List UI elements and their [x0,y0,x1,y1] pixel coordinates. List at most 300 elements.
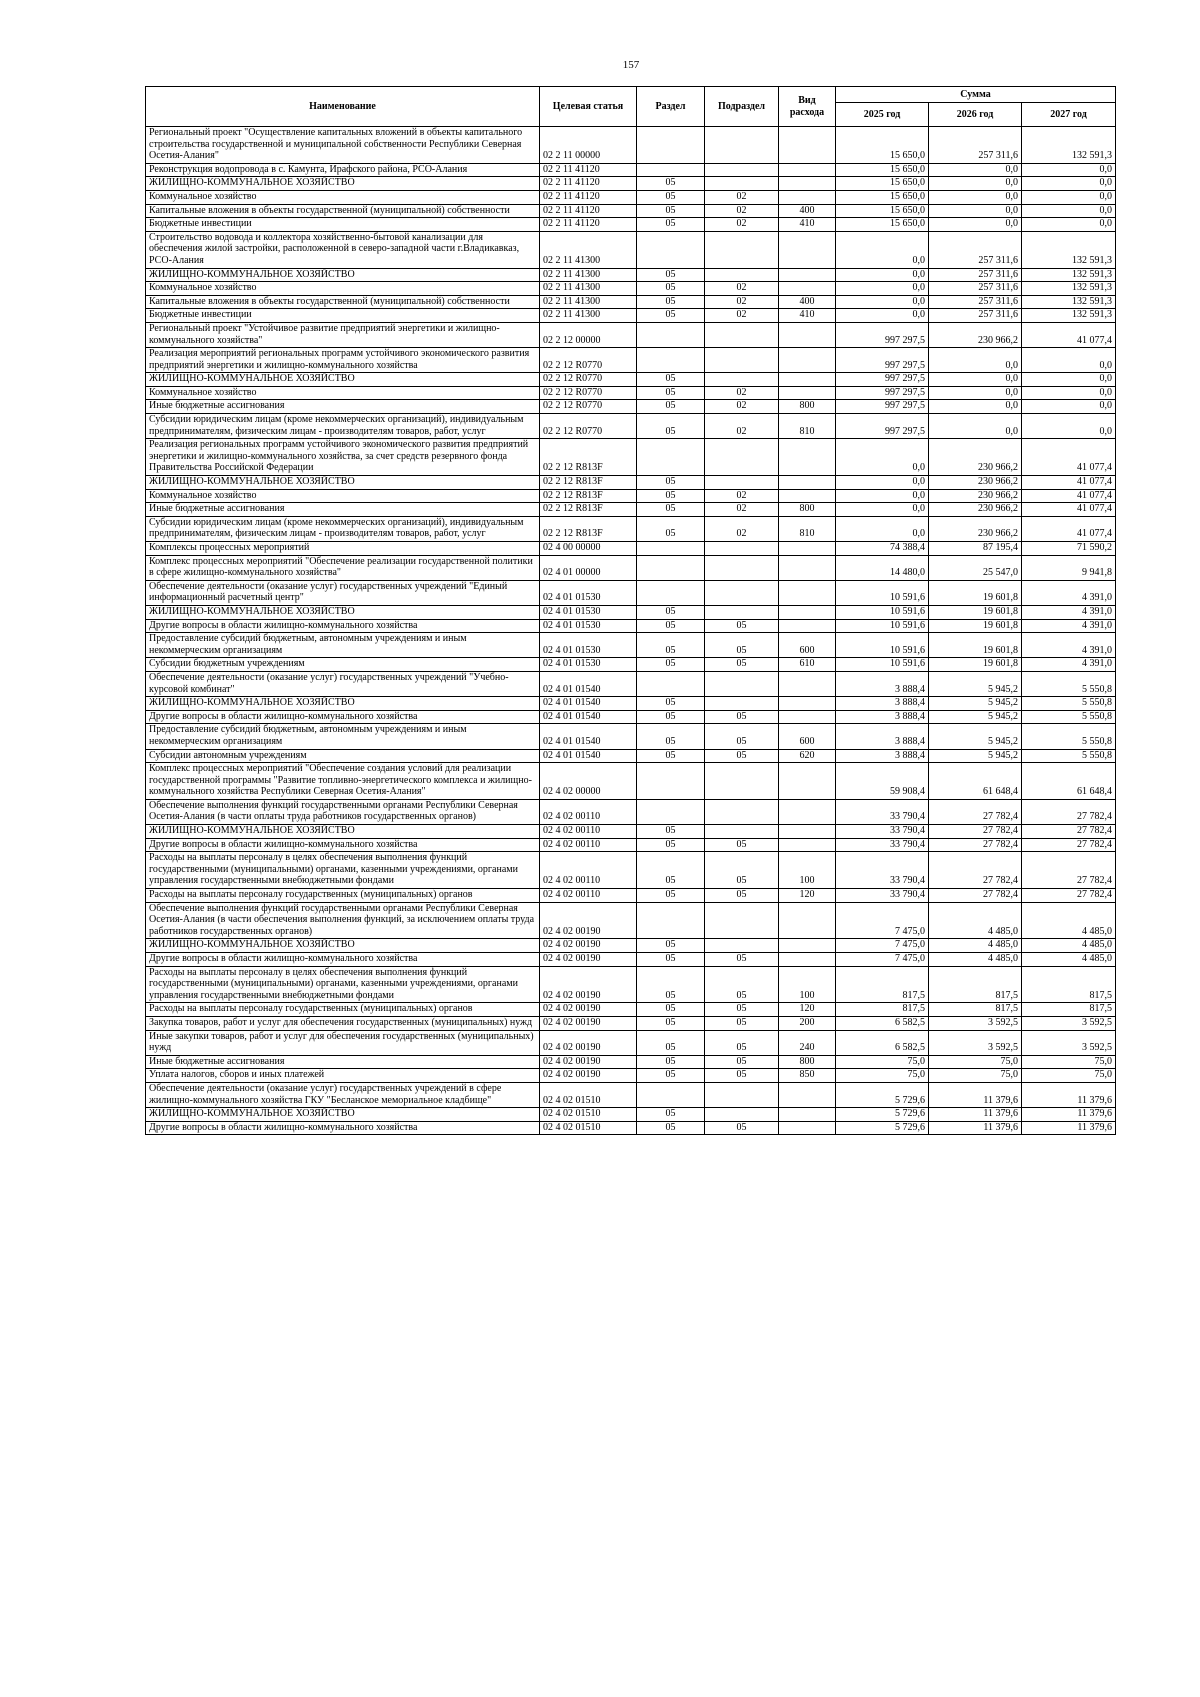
cell-name: Реконструкция водопровода в с. Камунта, Ирафского района, РСО-Алания [146,163,540,177]
cell-sum-2027: 4 391,0 [1022,605,1116,619]
cell-expense-type [779,799,836,824]
cell-sum-2025: 997 297,5 [836,348,929,373]
cell-sum-2027: 0,0 [1022,218,1116,232]
cell-name: Другие вопросы в области жилищно-коммунального хозяйства [146,619,540,633]
cell-sum-2027: 5 550,8 [1022,749,1116,763]
cell-section [637,763,705,800]
cell-section [637,902,705,939]
cell-expense-type: 600 [779,724,836,749]
cell-section [637,542,705,556]
cell-name: Иные бюджетные ассигнования [146,1055,540,1069]
cell-subsection: 05 [705,953,779,967]
cell-expense-type [779,489,836,503]
cell-expense-type: 400 [779,295,836,309]
table-row [146,1069,1116,1083]
cell-name: Комплекс процессных мероприятий "Обеспечение создания условий для реализации государственной программы "Развитие топливно-энергетического комплекса и жилищно-коммунального хозяйства Республики Северная Осетия-Алания" [146,763,540,800]
cell-target-article: 02 2 12 R0770 [540,386,637,400]
cell-target-article: 02 4 01 00000 [540,555,637,580]
cell-target-article: 02 2 12 R813F [540,439,637,476]
cell-sum-2026: 27 782,4 [929,852,1022,889]
cell-subsection: 05 [705,838,779,852]
cell-subsection: 05 [705,966,779,1003]
budget-table [145,86,1116,1135]
cell-target-article: 02 4 01 01540 [540,724,637,749]
cell-section [637,799,705,824]
table-row [146,386,1116,400]
cell-name: Расходы на выплаты персоналу в целях обеспечения выполнения функций государственными (муниципальными) органами, казенными учреждениями, органами управления государственными внебюджетными фондами [146,966,540,1003]
cell-sum-2025: 5 729,6 [836,1121,929,1135]
cell-name: Субсидии бюджетным учреждениям [146,658,540,672]
cell-expense-type [779,439,836,476]
table-row [146,619,1116,633]
cell-target-article: 02 2 12 R813F [540,489,637,503]
cell-expense-type [779,268,836,282]
cell-target-article: 02 4 02 00190 [540,939,637,953]
cell-sum-2026: 61 648,4 [929,763,1022,800]
header-subsection: Подраздел [705,87,779,127]
cell-target-article: 02 2 11 41300 [540,295,637,309]
cell-section: 05 [637,658,705,672]
table-row [146,1108,1116,1122]
cell-sum-2025: 997 297,5 [836,322,929,347]
cell-target-article: 02 4 02 00110 [540,838,637,852]
cell-sum-2026: 5 945,2 [929,749,1022,763]
cell-name: Другие вопросы в области жилищно-коммунального хозяйства [146,838,540,852]
cell-target-article: 02 4 02 00110 [540,799,637,824]
cell-sum-2026: 817,5 [929,1003,1022,1017]
cell-sum-2027: 0,0 [1022,386,1116,400]
cell-sum-2025: 59 908,4 [836,763,929,800]
cell-expense-type: 810 [779,516,836,541]
cell-target-article: 02 4 02 00110 [540,852,637,889]
cell-sum-2027: 41 077,4 [1022,439,1116,476]
table-row [146,516,1116,541]
cell-subsection [705,580,779,605]
cell-expense-type: 800 [779,1055,836,1069]
cell-sum-2025: 15 650,0 [836,218,929,232]
cell-sum-2026: 75,0 [929,1055,1022,1069]
cell-expense-type [779,163,836,177]
cell-sum-2026: 3 592,5 [929,1016,1022,1030]
cell-section: 05 [637,204,705,218]
cell-name: Капитальные вложения в объекты государственной (муниципальной) собственности [146,295,540,309]
cell-subsection: 05 [705,633,779,658]
cell-expense-type [779,902,836,939]
cell-sum-2027: 9 941,8 [1022,555,1116,580]
cell-expense-type [779,231,836,268]
cell-sum-2027: 41 077,4 [1022,503,1116,517]
cell-sum-2026: 230 966,2 [929,439,1022,476]
cell-name: Комплексы процессных мероприятий [146,542,540,556]
cell-section [637,231,705,268]
table-row [146,218,1116,232]
cell-target-article: 02 2 12 R0770 [540,400,637,414]
cell-sum-2025: 33 790,4 [836,825,929,839]
cell-subsection: 02 [705,386,779,400]
cell-sum-2027: 817,5 [1022,966,1116,1003]
cell-name: Коммунальное хозяйство [146,386,540,400]
cell-sum-2026: 11 379,6 [929,1108,1022,1122]
cell-sum-2026: 0,0 [929,204,1022,218]
cell-section [637,1082,705,1107]
cell-target-article: 02 4 01 01530 [540,619,637,633]
cell-subsection: 05 [705,749,779,763]
cell-sum-2025: 74 388,4 [836,542,929,556]
cell-expense-type [779,1082,836,1107]
table-row [146,489,1116,503]
cell-expense-type: 620 [779,749,836,763]
table-row [146,555,1116,580]
cell-expense-type [779,282,836,296]
table-row [146,966,1116,1003]
cell-subsection [705,939,779,953]
cell-target-article: 02 4 01 01540 [540,710,637,724]
cell-sum-2026: 0,0 [929,177,1022,191]
cell-name: Расходы на выплаты персоналу в целях обеспечения выполнения функций государственными (муниципальными) органами, казенными учреждениями, органами управления государственными внебюджетными фондами [146,852,540,889]
cell-sum-2026: 3 592,5 [929,1030,1022,1055]
table-row [146,190,1116,204]
cell-name: ЖИЛИЩНО-КОММУНАЛЬНОЕ ХОЗЯЙСТВО [146,373,540,387]
cell-sum-2027: 4 485,0 [1022,902,1116,939]
cell-sum-2025: 75,0 [836,1055,929,1069]
cell-sum-2025: 0,0 [836,295,929,309]
cell-section: 05 [637,1121,705,1135]
table-row [146,799,1116,824]
cell-sum-2025: 817,5 [836,966,929,1003]
cell-subsection [705,671,779,696]
cell-section: 05 [637,295,705,309]
cell-sum-2026: 5 945,2 [929,697,1022,711]
cell-section: 05 [637,605,705,619]
cell-sum-2026: 4 485,0 [929,902,1022,939]
table-row [146,697,1116,711]
table-row [146,763,1116,800]
cell-subsection: 05 [705,619,779,633]
cell-sum-2027: 132 591,3 [1022,127,1116,164]
cell-sum-2027: 0,0 [1022,190,1116,204]
cell-expense-type: 600 [779,633,836,658]
cell-target-article: 02 2 12 R813F [540,503,637,517]
cell-section: 05 [637,268,705,282]
page-number: 157 [622,59,640,71]
cell-section: 05 [637,373,705,387]
cell-name: Обеспечение выполнения функций государственными органами Республики Северная Осетия-Алания (в части обеспечения выполнения функций, за исключением оплаты труда работников государственных органов) [146,902,540,939]
cell-expense-type [779,190,836,204]
cell-name: ЖИЛИЩНО-КОММУНАЛЬНОЕ ХОЗЯЙСТВО [146,177,540,191]
cell-subsection: 02 [705,516,779,541]
cell-target-article: 02 4 01 01540 [540,749,637,763]
table-row [146,268,1116,282]
cell-expense-type [779,476,836,490]
cell-subsection [705,1082,779,1107]
cell-target-article: 02 2 11 41300 [540,231,637,268]
cell-name: Иные бюджетные ассигнования [146,503,540,517]
cell-target-article: 02 2 11 41300 [540,309,637,323]
cell-sum-2025: 0,0 [836,516,929,541]
cell-sum-2026: 75,0 [929,1069,1022,1083]
cell-sum-2027: 132 591,3 [1022,268,1116,282]
cell-target-article: 02 4 02 00190 [540,953,637,967]
cell-section [637,163,705,177]
cell-expense-type: 850 [779,1069,836,1083]
cell-expense-type [779,348,836,373]
cell-sum-2025: 33 790,4 [836,838,929,852]
cell-target-article: 02 2 11 41120 [540,190,637,204]
cell-expense-type: 610 [779,658,836,672]
cell-name: Другие вопросы в области жилищно-коммунального хозяйства [146,953,540,967]
cell-sum-2026: 257 311,6 [929,127,1022,164]
cell-subsection [705,605,779,619]
cell-sum-2026: 257 311,6 [929,231,1022,268]
cell-sum-2025: 997 297,5 [836,386,929,400]
table-row [146,542,1116,556]
cell-sum-2026: 27 782,4 [929,825,1022,839]
table-row [146,282,1116,296]
cell-sum-2026: 11 379,6 [929,1082,1022,1107]
cell-subsection: 02 [705,503,779,517]
cell-subsection [705,1108,779,1122]
cell-section [637,580,705,605]
header-year-2026: 2026 год [929,103,1022,127]
cell-section: 05 [637,282,705,296]
cell-name: ЖИЛИЩНО-КОММУНАЛЬНОЕ ХОЗЯЙСТВО [146,1108,540,1122]
cell-sum-2027: 0,0 [1022,373,1116,387]
cell-subsection: 05 [705,1069,779,1083]
cell-subsection [705,439,779,476]
cell-sum-2025: 7 475,0 [836,939,929,953]
cell-section [637,322,705,347]
cell-name: Региональный проект "Осуществление капитальных вложений в объекты капитального строительства государственной и муниципальной собственности Республики Северная Осетия-Алания" [146,127,540,164]
cell-section: 05 [637,966,705,1003]
cell-target-article: 02 4 02 00190 [540,1069,637,1083]
cell-sum-2027: 4 391,0 [1022,580,1116,605]
cell-sum-2025: 15 650,0 [836,204,929,218]
table-row [146,633,1116,658]
cell-name: Обеспечение выполнения функций государственными органами Республики Северная Осетия-Алания (в части оплаты труда работников государственных органов) [146,799,540,824]
cell-sum-2026: 0,0 [929,163,1022,177]
cell-sum-2025: 7 475,0 [836,902,929,939]
cell-section: 05 [637,177,705,191]
cell-section: 05 [637,633,705,658]
cell-sum-2027: 27 782,4 [1022,838,1116,852]
cell-expense-type [779,953,836,967]
cell-sum-2026: 817,5 [929,966,1022,1003]
cell-sum-2025: 0,0 [836,309,929,323]
cell-sum-2025: 997 297,5 [836,373,929,387]
cell-sum-2025: 3 888,4 [836,671,929,696]
cell-subsection [705,555,779,580]
cell-subsection: 02 [705,414,779,439]
table-row [146,1016,1116,1030]
cell-sum-2027: 4 485,0 [1022,953,1116,967]
cell-section: 05 [637,489,705,503]
cell-target-article: 02 2 11 41120 [540,218,637,232]
cell-sum-2025: 10 591,6 [836,619,929,633]
cell-section: 05 [637,697,705,711]
cell-name: Обеспечение деятельности (оказание услуг) государственных учреждений "Единый информационный расчетный центр" [146,580,540,605]
cell-section: 05 [637,503,705,517]
cell-sum-2027: 61 648,4 [1022,763,1116,800]
cell-section: 05 [637,1055,705,1069]
cell-sum-2027: 0,0 [1022,348,1116,373]
table-row [146,724,1116,749]
cell-name: Иные бюджетные ассигнования [146,400,540,414]
table-body [146,127,1116,1135]
cell-sum-2026: 4 485,0 [929,953,1022,967]
cell-sum-2026: 0,0 [929,400,1022,414]
cell-expense-type: 120 [779,1003,836,1017]
cell-target-article: 02 4 02 00190 [540,1030,637,1055]
cell-expense-type [779,386,836,400]
cell-subsection: 05 [705,1003,779,1017]
cell-name: Другие вопросы в области жилищно-коммунального хозяйства [146,710,540,724]
cell-name: Реализация мероприятий региональных программ устойчивого экономического развития предприятий энергетики и жилищно-коммунального хозяйства [146,348,540,373]
cell-section: 05 [637,619,705,633]
cell-sum-2025: 7 475,0 [836,953,929,967]
cell-name: Субсидии автономным учреждениям [146,749,540,763]
cell-sum-2027: 5 550,8 [1022,724,1116,749]
cell-expense-type: 400 [779,204,836,218]
cell-subsection: 05 [705,710,779,724]
cell-sum-2025: 14 480,0 [836,555,929,580]
cell-subsection [705,268,779,282]
table-row [146,348,1116,373]
cell-sum-2027: 71 590,2 [1022,542,1116,556]
cell-sum-2025: 0,0 [836,231,929,268]
cell-name: Капитальные вложения в объекты государственной (муниципальной) собственности [146,204,540,218]
table-row [146,953,1116,967]
cell-sum-2026: 0,0 [929,218,1022,232]
cell-sum-2025: 997 297,5 [836,400,929,414]
table-row [146,295,1116,309]
table-row [146,671,1116,696]
cell-sum-2027: 11 379,6 [1022,1108,1116,1122]
cell-expense-type [779,671,836,696]
table-row [146,177,1116,191]
table-row [146,1055,1116,1069]
cell-section: 05 [637,400,705,414]
cell-sum-2026: 230 966,2 [929,322,1022,347]
cell-sum-2027: 132 591,3 [1022,295,1116,309]
cell-sum-2025: 15 650,0 [836,127,929,164]
table-row [146,580,1116,605]
cell-expense-type [779,939,836,953]
cell-name: Строительство водовода и коллектора хозяйственно-бытовой канализации для обеспечения жилой застройки, расположенной в северо-западной части г.Владикавказ, РСО-Алания [146,231,540,268]
cell-subsection [705,373,779,387]
cell-section: 05 [637,218,705,232]
cell-name: ЖИЛИЩНО-КОММУНАЛЬНОЕ ХОЗЯЙСТВО [146,476,540,490]
table-row [146,400,1116,414]
cell-subsection: 02 [705,190,779,204]
cell-sum-2025: 10 591,6 [836,580,929,605]
cell-sum-2027: 132 591,3 [1022,282,1116,296]
header-year-2025: 2025 год [836,103,929,127]
cell-sum-2027: 27 782,4 [1022,799,1116,824]
cell-sum-2026: 19 601,8 [929,580,1022,605]
cell-name: Предоставление субсидий бюджетным, автономным учреждениям и иным некоммерческим организациям [146,724,540,749]
cell-expense-type: 810 [779,414,836,439]
cell-target-article: 02 4 02 01510 [540,1082,637,1107]
table-row [146,939,1116,953]
cell-section: 05 [637,838,705,852]
header-section: Раздел [637,87,705,127]
cell-subsection [705,825,779,839]
cell-subsection [705,322,779,347]
cell-sum-2025: 3 888,4 [836,697,929,711]
cell-section: 05 [637,386,705,400]
cell-sum-2026: 0,0 [929,414,1022,439]
cell-subsection: 02 [705,400,779,414]
cell-expense-type [779,605,836,619]
cell-sum-2027: 132 591,3 [1022,231,1116,268]
cell-target-article: 02 4 02 00110 [540,889,637,903]
cell-target-article: 02 4 02 01510 [540,1121,637,1135]
cell-section [637,439,705,476]
cell-name: Расходы на выплаты персоналу государственных (муниципальных) органов [146,889,540,903]
header-target-article: Целевая статья [540,87,637,127]
cell-sum-2027: 4 391,0 [1022,619,1116,633]
cell-sum-2025: 817,5 [836,1003,929,1017]
cell-target-article: 02 2 11 41120 [540,163,637,177]
table-row [146,889,1116,903]
cell-section: 05 [637,749,705,763]
cell-subsection [705,348,779,373]
cell-sum-2025: 0,0 [836,268,929,282]
table-row [146,902,1116,939]
cell-section: 05 [637,414,705,439]
cell-sum-2026: 19 601,8 [929,658,1022,672]
table-row [146,1082,1116,1107]
cell-target-article: 02 4 01 01530 [540,658,637,672]
cell-subsection: 05 [705,658,779,672]
cell-sum-2027: 817,5 [1022,1003,1116,1017]
cell-sum-2025: 0,0 [836,503,929,517]
cell-sum-2027: 41 077,4 [1022,489,1116,503]
cell-subsection [705,697,779,711]
cell-expense-type: 240 [779,1030,836,1055]
cell-sum-2027: 11 379,6 [1022,1121,1116,1135]
table-row [146,414,1116,439]
table-row [146,852,1116,889]
cell-name: Обеспечение деятельности (оказание услуг) государственных учреждений "Учебно-курсовой комбинат" [146,671,540,696]
cell-sum-2027: 4 485,0 [1022,939,1116,953]
cell-name: Расходы на выплаты персоналу государственных (муниципальных) органов [146,1003,540,1017]
cell-expense-type [779,177,836,191]
cell-expense-type [779,1108,836,1122]
cell-subsection: 05 [705,724,779,749]
cell-sum-2026: 19 601,8 [929,605,1022,619]
table-row [146,658,1116,672]
cell-section: 05 [637,190,705,204]
cell-target-article: 02 4 00 00000 [540,542,637,556]
cell-expense-type [779,580,836,605]
cell-name: Бюджетные инвестиции [146,309,540,323]
cell-name: Обеспечение деятельности (оказание услуг) государственных учреждений в сфере жилищно-коммунального хозяйства ГКУ "Бесланское мемориальное кладбище" [146,1082,540,1107]
cell-sum-2025: 0,0 [836,282,929,296]
table-row [146,127,1116,164]
cell-target-article: 02 2 12 R0770 [540,373,637,387]
cell-subsection [705,799,779,824]
table-row [146,163,1116,177]
cell-sum-2026: 230 966,2 [929,516,1022,541]
cell-sum-2027: 11 379,6 [1022,1082,1116,1107]
cell-target-article: 02 4 02 00190 [540,902,637,939]
cell-sum-2025: 3 888,4 [836,710,929,724]
cell-sum-2026: 257 311,6 [929,309,1022,323]
cell-section: 05 [637,476,705,490]
cell-target-article: 02 2 11 41120 [540,177,637,191]
table-row [146,605,1116,619]
